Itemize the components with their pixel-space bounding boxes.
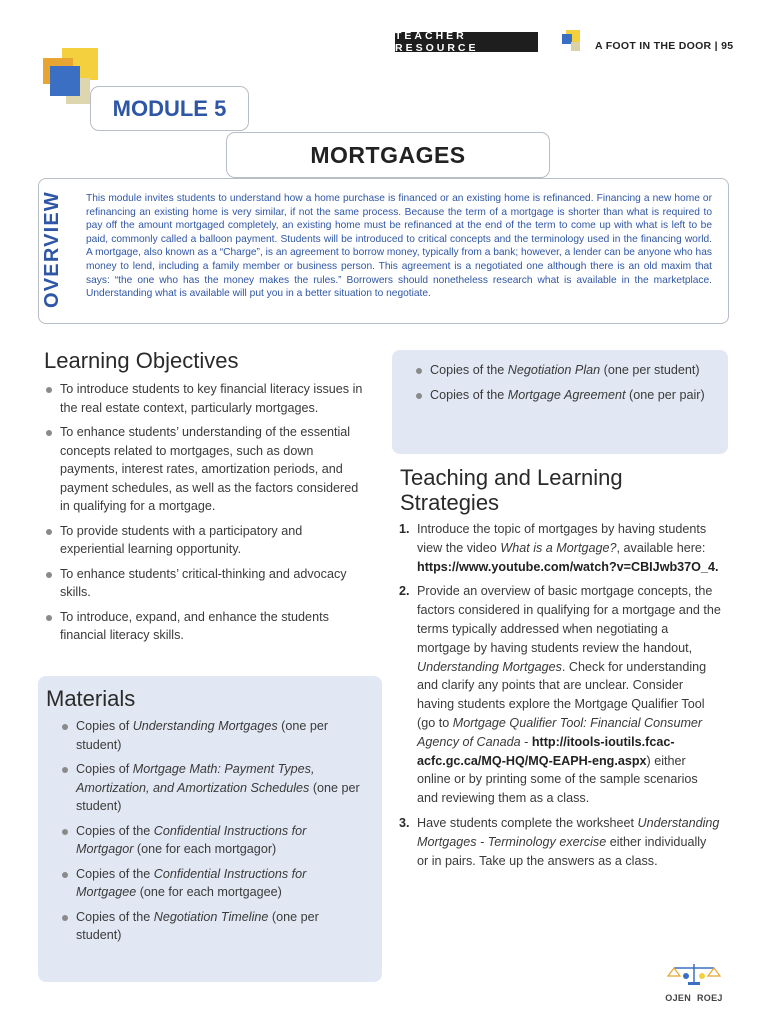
strategies-heading: Teaching and Learning Strategies xyxy=(400,465,623,515)
learning-objectives-heading: Learning Objectives xyxy=(44,348,239,373)
materials-heading: Materials xyxy=(46,686,136,711)
list-item: Copies of the Negotiation Timeline (one per student) xyxy=(60,908,360,945)
logo-right-text: ROEJ xyxy=(697,993,723,1003)
list-item: Copies of Understanding Mortgages (one per student) xyxy=(60,717,360,754)
video-link[interactable]: https://www.youtube.com/watch?v=CBIJwb37O_4 xyxy=(417,559,715,574)
logo-left-text: OJEN xyxy=(665,993,691,1003)
teacher-resource-badge: TEACHER RESOURCE xyxy=(395,32,538,52)
list-item: Copies of Mortgage Math: Payment Types, Amortization, and Amortization Schedules (one per student) xyxy=(60,760,360,816)
list-item: 2. Provide an overview of basic mortgage concepts, the factors considered in qualifying for a mortgage and the terms typically addressed when negotiating a mortgage by having students review the handout, Understanding Mortgages. Check for understanding and clarify any points that are unclear. Consider having students explore the Mortgage Qualifier Tool (go to Mortgage Qualifier Tool: Financial Consumer Agency of Canada - http://itools-ioutils.fcac-acfc.gc.ca/MQ-HQ/MQ-EAPH-eng.aspx) either online or by printing some of the sample scenarios and reviewing them as a class. xyxy=(399,584,721,806)
ojen-logo xyxy=(664,962,724,1002)
strategies-list xyxy=(399,520,721,876)
list-item: 3. Have students complete the worksheet Understanding Mortgages - Terminology exercise either individually or in pairs. Take up the answers as a class. xyxy=(399,815,720,868)
module-label: MODULE 5 xyxy=(90,86,249,131)
list-item: To introduce, expand, and enhance the students financial literacy skills. xyxy=(44,608,364,645)
list-item: Copies of the Mortgage Agreement (one per pair) xyxy=(414,386,714,405)
list-item: Copies of the Negotiation Plan (one per student) xyxy=(414,361,714,380)
overview-text: This module invites students to understand how a home purchase is financed or an existing home is refinanced. Financing a new home or refinancing an existing home is very similar, if not the same process. Because the term of a mortgage is shorter than what is required to pay off the amount mortgaged completely, an existing home must be refinanced at the end of the term to come up with what is left to be paid, commonly called a balloon payment. Students will be introduced to critical concepts and the terminology used in the financing world. A mortgage, also known as a “Charge”, is an agreement to borrow money, typically from a bank; however, a lender can be anyone who has money to lend, including a family member or business person. This agreement is a negotiated one although there is an old maxim that says: “the one who has the money makes the rules.” Borrowers should nonetheless research what is available in the marketplace. Understanding what is available will put you in a better situation to negotiate. xyxy=(86,193,712,300)
materials-continued-list xyxy=(414,361,714,410)
scales-of-justice-icon xyxy=(664,962,724,988)
list-item: To enhance students’ critical-thinking and advocacy skills. xyxy=(44,565,364,602)
module-logo-small-icon xyxy=(560,30,582,52)
list-item: 1. Introduce the topic of mortgages by having students view the video What is a Mortgage?, available here: https://www.youtube.com/watch?v=CBIJwb37O_4. xyxy=(399,522,719,574)
learning-objectives-list xyxy=(44,380,364,651)
list-item: To provide students with a participatory and experiential learning opportunity. xyxy=(44,522,364,559)
running-title: A FOOT IN THE DOOR | 95 xyxy=(595,40,734,52)
overview-label: OVERVIEW xyxy=(41,190,64,308)
list-item: To introduce students to key financial literacy issues in the real estate context, particularly mortgages. xyxy=(44,380,364,417)
list-item: Copies of the Confidential Instructions for Mortgagee (one for each mortgagee) xyxy=(60,865,360,902)
list-item: To enhance students’ understanding of the essential concepts related to mortgages, such as down payments, interest rates, amortization periods, and payment schedules, as well as the factors considered in qualifying for a mortgage. xyxy=(44,423,364,516)
mortgage-tool-link[interactable]: http://itools-ioutils.fcac-acfc.gc.ca/MQ-HQ/MQ-EAPH-eng.aspx xyxy=(417,734,675,768)
page-title: MORTGAGES xyxy=(226,132,550,178)
list-item: Copies of the Confidential Instructions for Mortgagor (one for each mortgagor) xyxy=(60,822,360,859)
materials-list xyxy=(60,717,360,951)
